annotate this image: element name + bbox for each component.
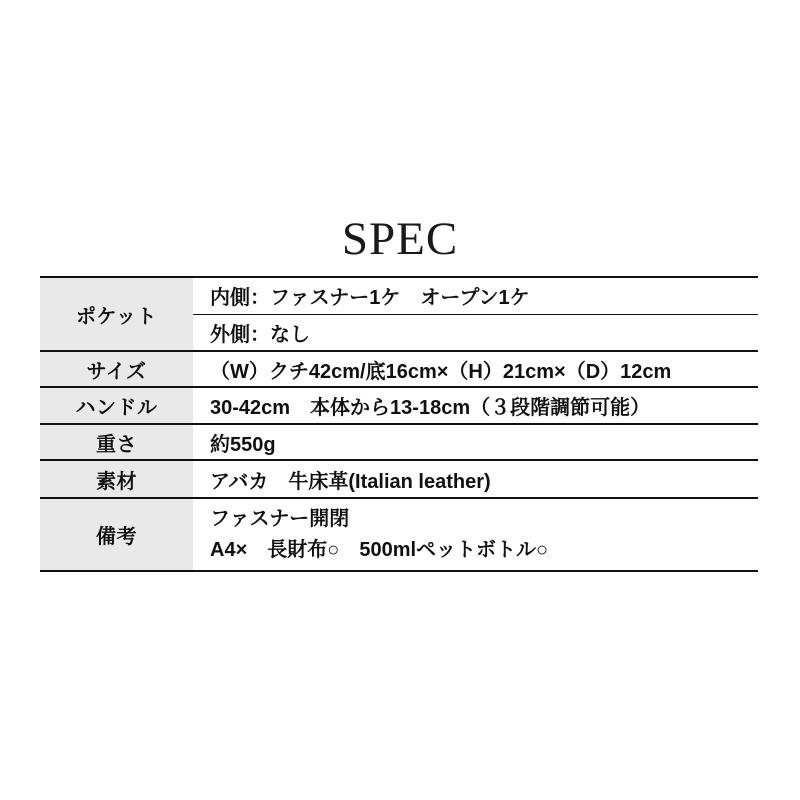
row-label-weight: 重さ — [40, 425, 193, 459]
row-value-pocket-inside: 内側：ファスナー1ケ オープン1ケ — [193, 278, 758, 315]
row-value-notes-line1: ファスナー開閉 — [210, 507, 350, 530]
table-row-material — [40, 461, 758, 499]
page-title: SPEC — [341, 213, 459, 265]
row-value-handle: 30-42cm 本体から13-18cm（３段階調節可能） — [193, 388, 758, 423]
row-label-handle: ハンドル — [40, 388, 193, 423]
row-value-material: アバカ 牛床革(Italian leather) — [193, 461, 758, 497]
row-value-notes-line2: A4× 長財布○ 500mlペットボトル○ — [210, 538, 549, 561]
row-value-group-notes — [193, 499, 758, 570]
row-label-material: 素材 — [40, 461, 193, 497]
row-label-notes: 備考 — [40, 499, 193, 570]
row-label-pocket: ポケット — [40, 278, 193, 350]
row-value-size: （W）クチ42cm/底16cm×（H）21cm×（D）12cm — [193, 352, 758, 386]
table-row-notes — [40, 499, 758, 572]
table-row-pocket — [40, 278, 758, 352]
table-row-weight — [40, 425, 758, 461]
table-row-handle — [40, 388, 758, 425]
spec-table — [40, 276, 758, 572]
table-row-size — [40, 352, 758, 388]
row-value-pocket-outside: 外側：なし — [210, 323, 310, 346]
row-value-group-pocket — [193, 278, 758, 350]
row-label-size: サイズ — [40, 352, 193, 386]
row-value-weight: 約550g — [193, 425, 758, 459]
